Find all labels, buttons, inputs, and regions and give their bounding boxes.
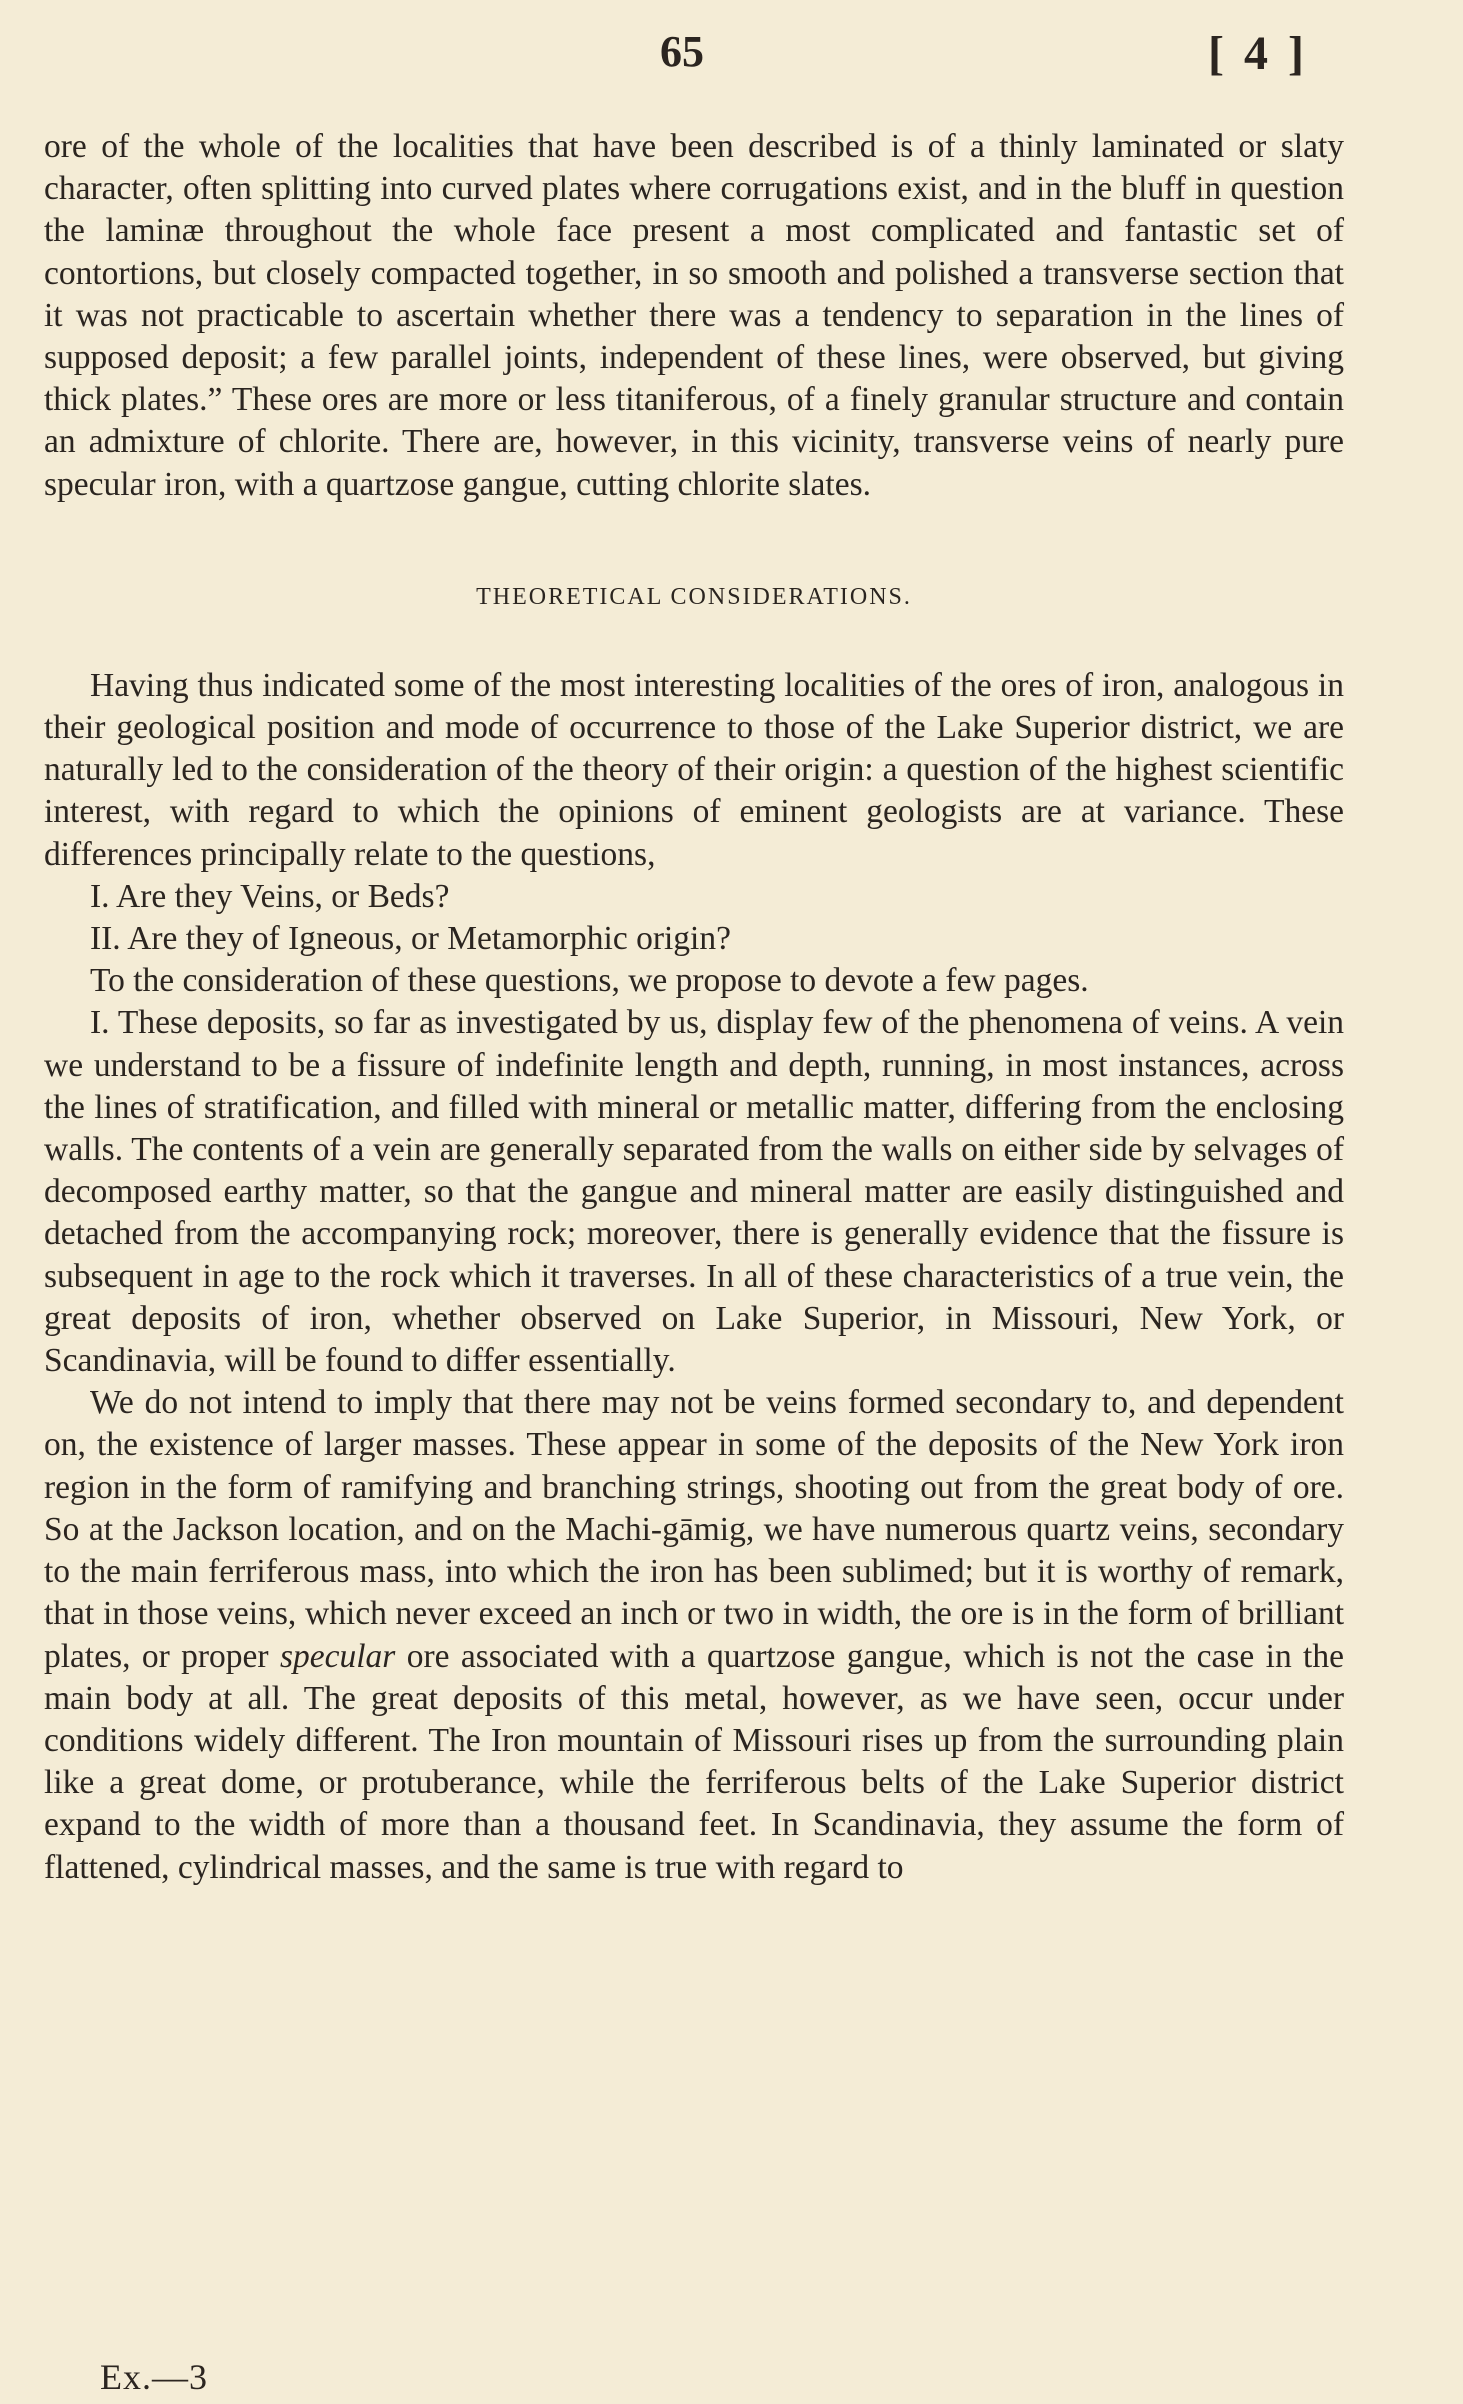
page-body (44, 126, 1344, 1889)
question-igneous-or-metamorphic: II. Are they of Igneous, or Metamorphic origin? (90, 920, 731, 958)
paragraph-intro: Having thus indicated some of the most interesting localities of the ores of iron, analogous in their geological position and mode of occurrence to those of the Lake Superior district, we are naturally led to the consideration of the theory of their origin: a question of the highest scientific interest, with regard to which the opinions of eminent geologists are at variance. These differences principally relate to the questions, (44, 666, 1344, 873)
paragraph-text-a: We do not intend to imply that there may not be veins formed secondary to, and dependent on, the existence of larger masses. These appear in some of the deposits of the New York iron region in the form of ramifying and branching strings, shooting out from the great body of ore. So at the Jackson location, and on the Machi-gāmig, we have numerous quartz veins, secondary to the main ferriferous mass, into which the iron has been sublimed; but it is worthy of remark, that in those veins, which never exceed an inch or two in width, the ore is in the form of brilliant plates, or proper (44, 1384, 1344, 1675)
page-header (0, 26, 1463, 86)
paragraph-secondary-veins (44, 1382, 1344, 1888)
italic-specular: specular (279, 1637, 396, 1675)
section-marker: [ 4 ] (1208, 27, 1308, 80)
paragraph-veins-definition: I. These deposits, so far as investigated by us, display few of the phenomena of veins. A vein we understand to be a fissure of indefinite length and depth, running, in most instances, across the lines of stratification, and filled with mineral or metallic matter, differing from the enclosing walls. The contents of a vein are generally separated from the walls on either side by selvages of decomposed earthy matter, so that the gangue and mineral matter are easily distinguished and detached from the accompanying rock; moreover, there is generally evidence that the fissure is subsequent in age to the rock which it traverses. In all of these characteristics of a true vein, the great deposits of iron, whether observed on Lake Superior, in Missouri, New York, or Scandinavia, will be found to differ essentially. (44, 1004, 1344, 1380)
page-number: 65 (660, 27, 704, 76)
signature-mark: Ex.—3 (100, 2357, 208, 2397)
question-veins-or-beds: I. Are they Veins, or Beds? (90, 877, 450, 915)
paragraph-text-b: ore associated with a quartzose gangue, which is not the case in the main body at all. The great deposits of this metal, however, as we have seen, occur under conditions widely different. The Iron mountain of Missouri rises up from the surrounding plain like a great dome, or protuberance, while the ferriferous belts of the Lake Superior district expand to the width of more than a thousand feet. In Scandinavia, they assume the form of flattened, cylindrical masses, and the same is true with regard to (44, 1637, 1344, 1886)
paragraph-continuation: ore of the whole of the localities that have been described is of a thinly laminated or slaty character, often splitting into curved plates where corrugations exist, and in the bluff in question the laminæ throughout the whole face present a most complicated and fantastic set of contortions, but closely compacted together, in so smooth and polished a transverse section that it was not practicable to ascertain whether there was a tendency to separation in the lines of supposed deposit; a few parallel joints, independent of these lines, were observed, but giving thick plates.” These ores are more or less titaniferous, of a finely granular structure and contain an admixture of chlorite. There are, however, in this vicinity, transverse veins of nearly pure specular iron, with a quartzose gangue, cutting chlorite slates. (44, 128, 1344, 503)
section-heading: THEORETICAL CONSIDERATIONS. (476, 583, 912, 610)
paragraph-devote-pages: To the consideration of these questions, we propose to devote a few pages. (90, 962, 1089, 1000)
